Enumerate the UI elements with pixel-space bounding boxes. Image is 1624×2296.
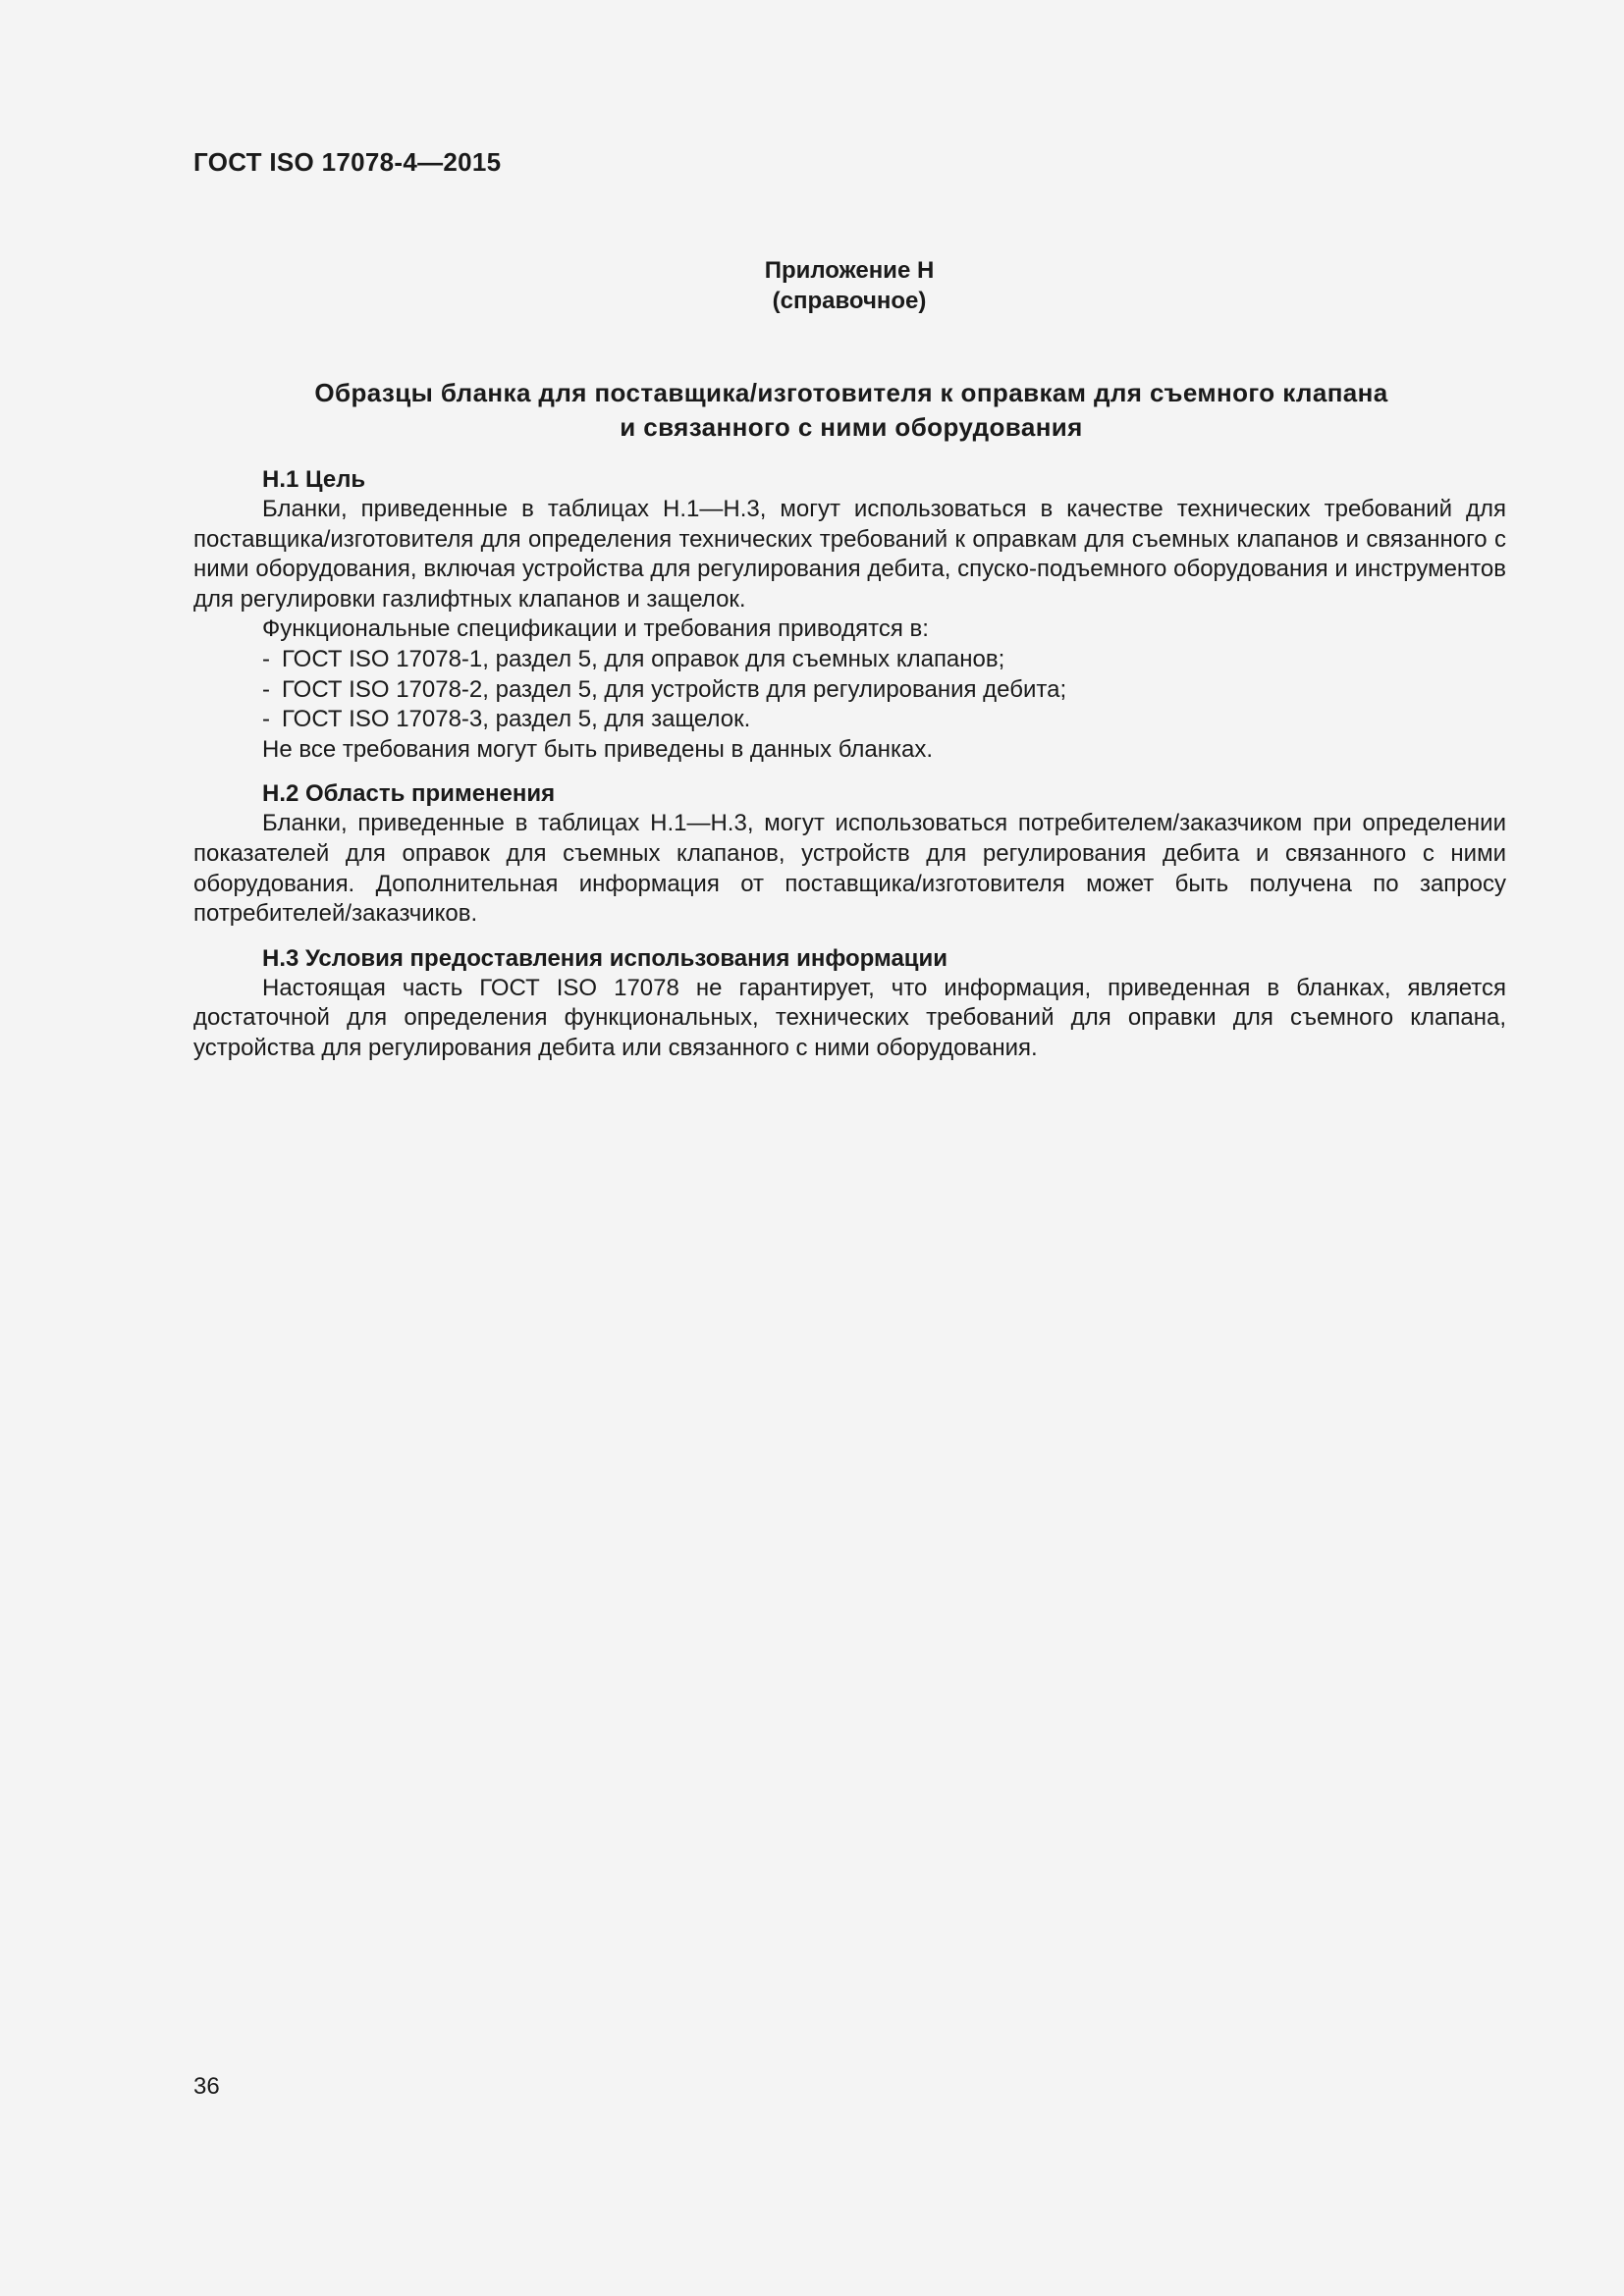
document-title [193, 376, 1509, 445]
section-heading: Н.2 Область применения [262, 780, 556, 808]
annex-title: Приложение Н [764, 257, 935, 284]
paragraph: Бланки, приведенные в таблицах Н.1—Н.3, могут использоваться в качестве технических требований для поставщика/изготовителя для определения технических требований к оправкам для съемных клапанов и связанного с ними оборудования, включая устройства для регулирования дебита, спуско-подъемного оборудования и инструментов для регулировки газлифтных клапанов и защелок. [193, 496, 1506, 613]
paragraph: Функциональные спецификации и требования приводятся в: [262, 615, 929, 643]
list-item-text: ГОСТ ISO 17078-3, раздел 5, для защелок. [282, 706, 751, 733]
document-title-line-1: Образцы бланка для поставщика/изготовителя к оправкам для съемного клапана [314, 378, 1388, 407]
list-item [262, 675, 1506, 706]
list-item [262, 705, 1506, 735]
list-marker: - [262, 706, 270, 733]
section-heading: Н.3 Условия предоставления использования информации [262, 944, 948, 972]
paragraph: Настоящая часть ГОСТ ISO 17078 не гарантирует, что информация, приведенная в бланках, является достаточной для определения функциональных, технических требований для оправки для съемного клапана, устройства для регулирования дебита или связанного с ними оборудования. [193, 974, 1506, 1061]
paragraph: Бланки, приведенные в таблицах Н.1—Н.3, могут использоваться потребителем/заказчиком при определении показателей для оправок для съемных клапанов, устройств для регулирования дебита и связанного с ними оборудования. Дополнительная информация от поставщика/изготовителя может быть получена по запросу потребителей/заказчиков. [193, 810, 1506, 928]
list-marker: - [262, 645, 270, 672]
list-item-text: ГОСТ ISO 17078-2, раздел 5, для устройств для регулирования дебита; [282, 675, 1067, 703]
section-conditions [193, 943, 1506, 1064]
section-heading: Н.1 Цель [262, 466, 366, 493]
paragraph: Не все требования могут быть приведены в данных бланках. [262, 735, 934, 763]
standards-list [193, 645, 1506, 735]
section-scope [193, 778, 1506, 929]
page-number: 36 [193, 2073, 220, 2100]
annex-type: (справочное) [772, 288, 927, 314]
list-item [262, 645, 1506, 675]
list-item-text: ГОСТ ISO 17078-1, раздел 5, для оправок для съемных клапанов; [282, 645, 1005, 672]
section-purpose [193, 464, 1506, 765]
document-code: ГОСТ ISO 17078-4—2015 [193, 147, 502, 177]
list-marker: - [262, 675, 270, 703]
document-body [193, 464, 1506, 1064]
document-title-line-2: и связанного с ними оборудования [620, 412, 1083, 442]
